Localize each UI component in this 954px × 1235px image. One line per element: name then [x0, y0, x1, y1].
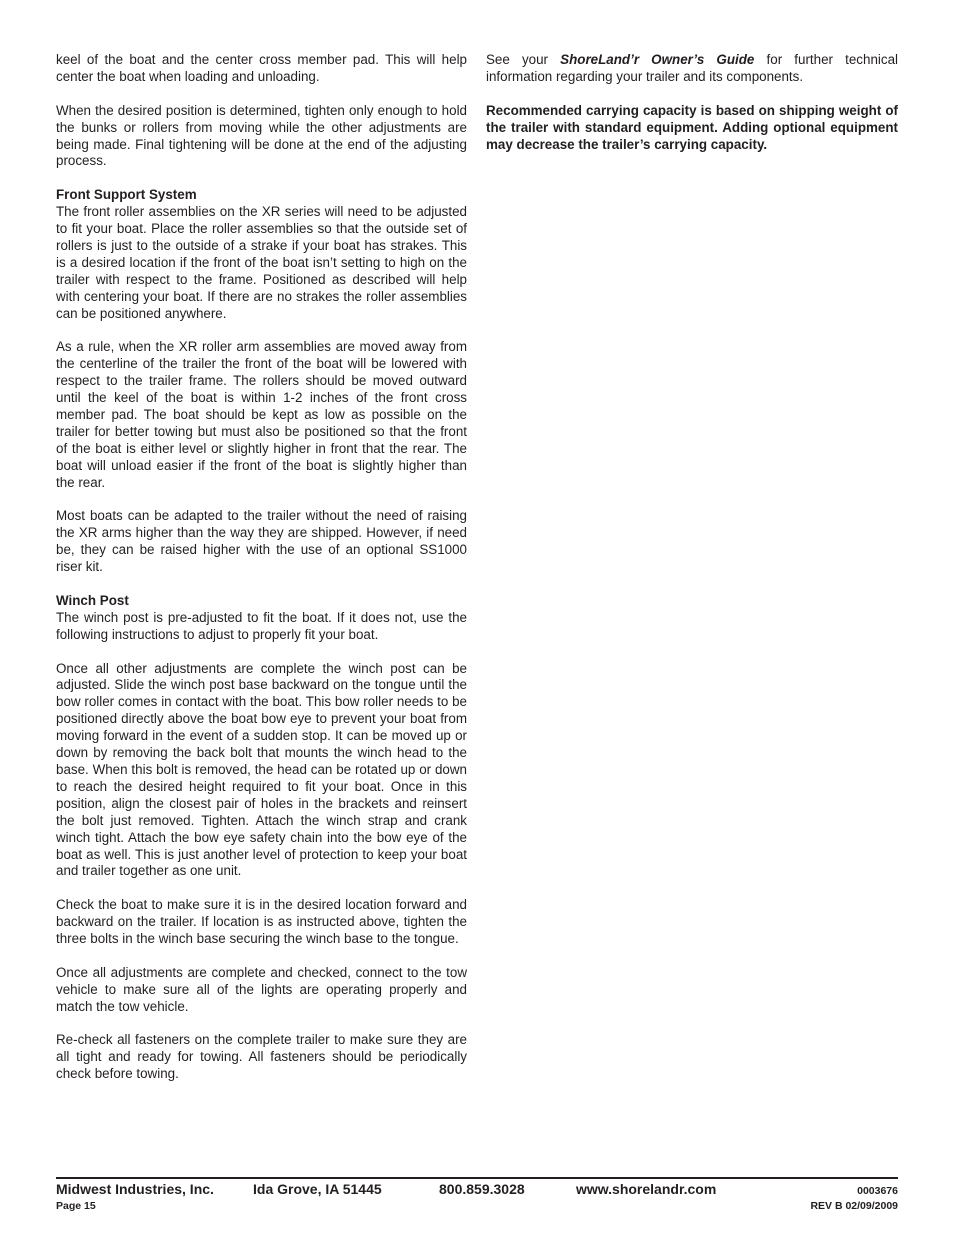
paragraph-winch-adjust: Once all other adjustments are complete the winch post can be adjusted. Slide the winch post base backward on the tongue until the bow roller comes in contact with the boat. This bow roller needs to be positioned directly above the boat bow eye to prevent your boat from moving forward in the event of a sudden stop. It can be moved up or down by removing the back bolt that mounts the winch head to the base. When this bolt is removed, the head can be rotated up or down to reach the desired height required to fit your boat. Once in this position, align the closest pair of holes in the brackets and reinsert the bolt just removed. Tighten. Attach the winch strap and crank winch tight. Attach the bow eye safety chain into the bow eye of the boat as well. This is just another level of protection to keep your boat and trailer together as one unit. — [56, 660, 467, 879]
footer-line-1 — [56, 1181, 898, 1199]
paragraph-riser-kit: Most boats can be adapted to the trailer without the need of raising the XR arms higher than the way they are shipped. However, if need be, they can be raised higher with the use of an optional SS1000 riser kit. — [56, 508, 467, 575]
paragraph-front-roller: The front roller assemblies on the XR series will need to be adjusted to fit your boat. Place the roller assemblies so that the outside set of rollers is just to the outside of a strake if your boat has strakes. This is a desired location if the front of the boat isn’t setting to high on the trailer with respect to the frame. Positioned as described will help with centering your boat. If there are no strakes the roller assemblies can be positioned anywhere. — [56, 204, 467, 321]
heading-winch-post: Winch Post — [56, 592, 129, 608]
footer-location: Ida Grove, IA 51445 — [253, 1181, 382, 1197]
footer-doc-number: 0003676 — [857, 1185, 898, 1197]
paragraph-lights: Once all adjustments are complete and checked, connect to the tow vehicle to make sure all of the lights are operating properly and match the tow vehicle. — [56, 964, 467, 1014]
paragraph-winch-pre-adjusted: The winch post is pre-adjusted to fit the boat. If it does not, use the following instructions to adjust to properly fit your boat. — [56, 609, 467, 642]
paragraph-carrying-capacity: Recommended carrying capacity is based on shipping weight of the trailer with standard equipment. Adding optional equipment may decrease the trailer’s carrying capacity. — [486, 102, 898, 152]
left-column — [56, 52, 467, 1083]
paragraph-keel-pad: keel of the boat and the center cross member pad. This will help center the boat when loading and unloading. — [56, 52, 467, 84]
right-column — [486, 52, 898, 153]
paragraph-check-boat: Check the boat to make sure it is in the desired location forward and backward on the trailer. If location is as instructed above, tighten the three bolts in the winch base securing the winch base to the tongue. — [56, 897, 467, 947]
paragraph-xr-roller-arm: As a rule, when the XR roller arm assemblies are moved away from the centerline of the trailer the front of the boat will be lowered with respect to the trailer frame. The rollers should be moved outward until the keel of the boat is within 1-2 inches of the front cross member pad. The boat should be kept as low as possible on the trailer for better towing but must also be positioned so that the front of the boat is either level or slightly higher in front that the rear. The boat will unload easier if the front of the boat is slightly higher than the rear. — [56, 339, 467, 490]
owners-guide-title: ShoreLand’r Owner’s Guide — [560, 52, 755, 67]
owners-guide-suffix: for further technical information regarding your trailer and its components. — [486, 52, 898, 84]
footer-revision: REV B 02/09/2009 — [810, 1200, 898, 1212]
paragraph-tighten: When the desired position is determined, tighten only enough to hold the bunks or rollers from moving while the other adjustments are being made. Final tightening will be done at the end of the adjusting process. — [56, 102, 467, 169]
footer-website: www.shorelandr.com — [576, 1181, 717, 1197]
footer-phone: 800.859.3028 — [439, 1181, 525, 1197]
footer-page-number: Page 15 — [56, 1200, 96, 1212]
footer-line-2 — [56, 1200, 898, 1214]
heading-front-support-system: Front Support System — [56, 187, 197, 203]
footer-divider — [56, 1177, 898, 1179]
footer-company: Midwest Industries, Inc. — [56, 1181, 214, 1197]
paragraph-recheck-fasteners: Re-check all fasteners on the complete trailer to make sure they are all tight and ready for towing. All fasteners should be periodically check before towing. — [56, 1032, 467, 1082]
paragraph-owners-guide — [486, 52, 898, 86]
owners-guide-prefix: See your — [486, 52, 561, 67]
